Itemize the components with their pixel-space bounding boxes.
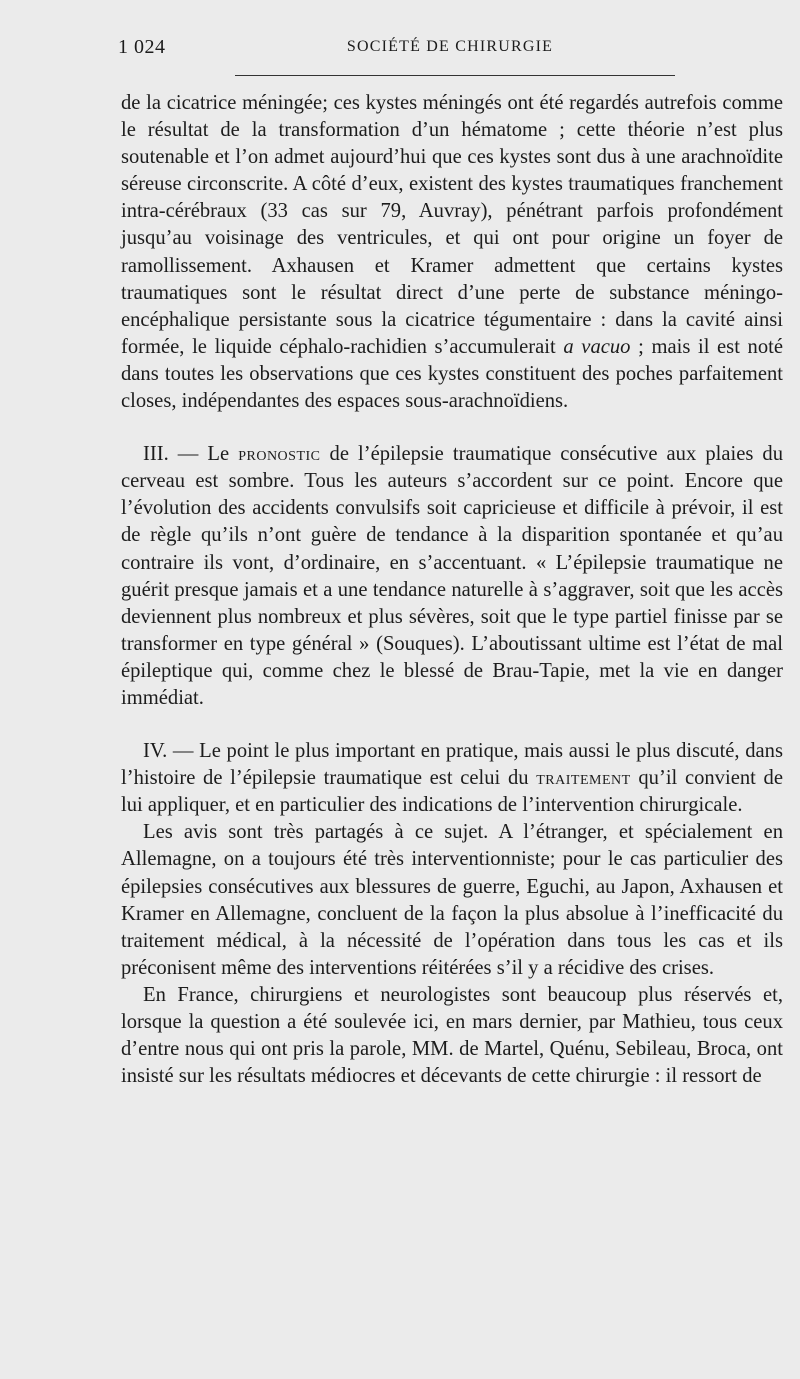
italic-a-vacuo: a vacuo — [563, 335, 631, 358]
section-number-iv: IV. — Le point le plus important en pratique, mais aussi le plus discuté, dans l’histoire de l’épilepsie traumatique est celui du — [121, 740, 783, 790]
paragraph-kystes-text-1: de la cicatrice méningée; ces kystes méningés ont été regardés autrefois comme le résultat de la transformation d’un hématome ; cette théorie n’est plus soutenable et l’on admet aujourd’hui que ces kystes sont dus à une arachnoïdite séreuse circonscrite. A côté d’eux, existent des kystes traumatiques franchement intra-cérébraux (33 cas sur 79, Auvray), pénétrant parfois profondément jusqu’au voisinage des ventricules, et qui ont pour origine un foyer de ramollissement. Axhausen et Kramer admettent que certains kystes traumatiques sont le résultat direct d’une perte de substance méningo-encéphalique persistante sous la cicatrice tégumentaire : dans la cavité ainsi formée, le liquide céphalo-rachidien s’accumulerait — [121, 92, 783, 358]
paragraph-kystes — [121, 90, 783, 415]
paragraph-france: En France, chirurgiens et neurologistes sont beaucoup plus réservés et, lorsque la question a été soulevée ici, en mars dernier, par Mathieu, tous ceux d’entre nous qui ont pris la parole, MM. de Martel, Quénu, Sebileau, Broca, ont insisté sur les résultats médiocres et décevants de cette chirurgie : il ressort de — [121, 983, 783, 1088]
smallcaps-traitement: traitement — [536, 767, 631, 790]
running-head — [118, 36, 782, 60]
page-number: 1 024 — [118, 36, 166, 58]
section-gap — [121, 712, 783, 738]
paragraph-avis: Les avis sont très partagés à ce sujet. A l’étranger, et spécialement en Allemagne, on a toujours été très interventionniste; pour le cas particulier des épilepsies consécutives aux blessures de guerre, Eguchi, au Japon, Axhausen et Kramer en Allemagne, concluent de la façon la plus absolue à l’inefficacité du traitement médical, à la nécessité de l’opération dans tous les cas et ils préconisent même des interventions réitérées s’il y a récidive des crises. — [121, 821, 783, 979]
paragraph-kystes-text-2: ; mais il est noté dans toutes les observations que ces kystes constituent des poches parfaitement closes, indépendantes des espaces sous-arachnoïdiens. — [121, 335, 784, 413]
section-gap — [121, 415, 783, 441]
paragraph-pronostic-text: de l’épilepsie traumatique consécutive aux plaies du cerveau est sombre. Tous les auteurs s’accordent sur ce point. Encore que l’évolution des accidents convulsifs soit capricieuse et difficile à prévoir, il est de règle qu’ils n’ont guère de tendance à la disparition spontanée et qu’au contraire ils vont, d’ordinaire, en s’accentuant. « L’épilepsie traumatique ne guérit presque jamais et a une tendance naturelle à s’aggraver, soit que les accès deviennent plus nombreux et plus sévères, soit que le type partiel finisse par se transformer en type général » (Souques). L’aboutissant ultime est l’état de mal épileptique qui, comme chez le blessé de Brau-Tapie, met la vie en danger immédiat. — [121, 443, 783, 709]
header-rule — [235, 75, 675, 76]
paragraph-pronostic — [121, 441, 783, 712]
body-text — [121, 90, 783, 1090]
paragraph-traitement — [121, 738, 783, 819]
running-title: SOCIÉTÉ DE CHIRURGIE — [346, 38, 554, 55]
paragraph-traitement-text: qu’il convient de lui appliquer, et en particulier des indications de l’intervention chirurgicale. — [121, 767, 783, 817]
section-number-iii: III. — Le — [143, 443, 239, 466]
smallcaps-pronostic: pronostic — [238, 443, 321, 466]
